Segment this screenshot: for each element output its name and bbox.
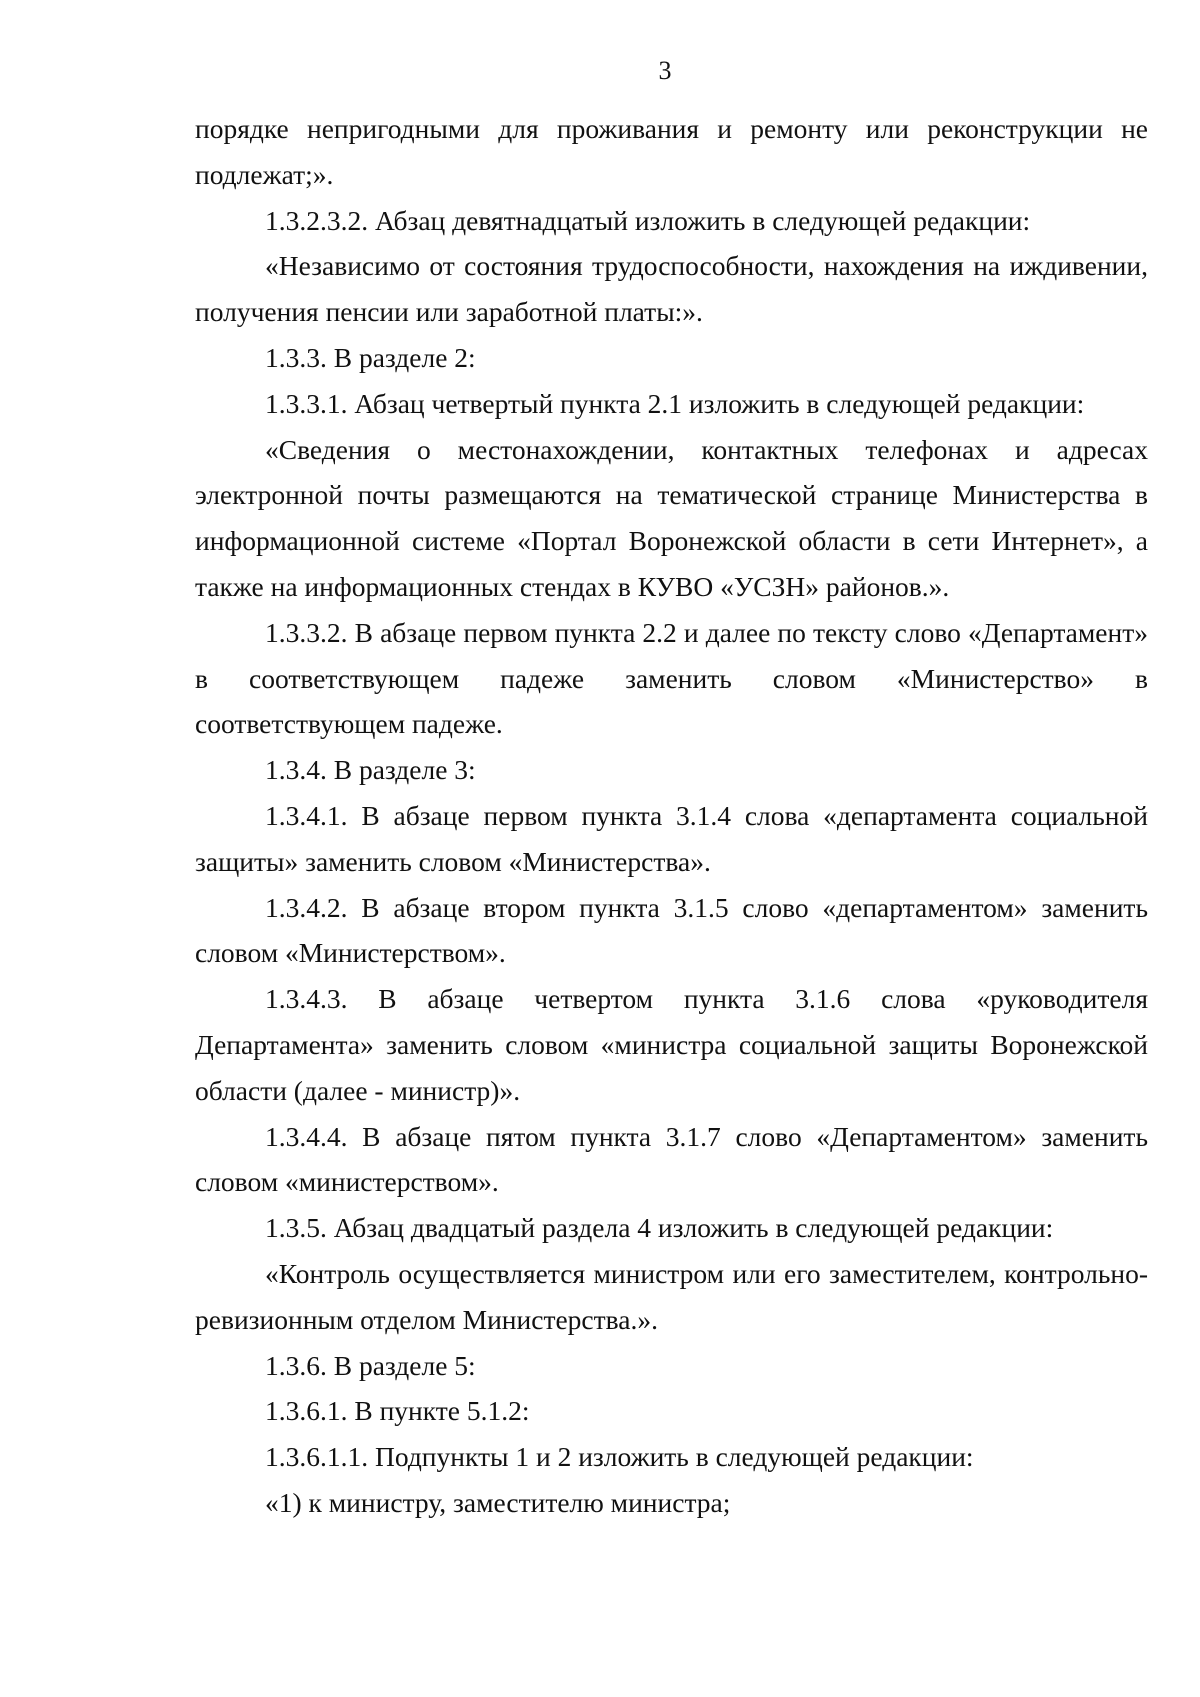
paragraph: 1.3.4.4. В абзаце пятом пункта 3.1.7 слово «Департаментом» заменить словом «министерством». [195, 1120, 1148, 1198]
document-body [195, 106, 1148, 1526]
paragraph: «Независимо от состояния трудоспособности, нахождения на иждивении, получения пенсии или заработной платы:». [195, 250, 1148, 328]
paragraph: 1.3.4. В разделе 3: [265, 754, 476, 786]
paragraph: 1.3.6. В разделе 5: [265, 1349, 476, 1381]
paragraph: порядке непригодными для проживания и ремонту или реконструкции не подлежат;». [195, 113, 1148, 190]
paragraph: 1.3.2.3.2. Абзац девятнадцатый изложить в следующей редакции: [265, 204, 1031, 236]
paragraph: 1.3.4.1. В абзаце первом пункта 3.1.4 слова «департамента социальной защиты» заменить словом «Министерства». [195, 799, 1148, 877]
paragraph: 1.3.3.1. Абзац четвертый пункта 2.1 изложить в следующей редакции: [265, 387, 1085, 419]
paragraph: 1.3.4.2. В абзаце втором пункта 3.1.5 слово «департаментом» заменить словом «Министерством». [195, 891, 1148, 969]
paragraph: 1.3.6.1. В пункте 5.1.2: [265, 1395, 530, 1427]
paragraph: 1.3.5. Абзац двадцатый раздела 4 изложить в следующей редакции: [265, 1212, 1054, 1244]
paragraph: 1.3.4.3. В абзаце четвертом пункта 3.1.6 слова «руководителя Департамента» заменить словом «министра социальной защиты Воронежской области (далее - министр)». [195, 983, 1148, 1106]
page-number: 3 [658, 56, 672, 85]
paragraph: 1.3.3.2. В абзаце первом пункта 2.2 и далее по тексту слово «Департамент» в соответствующем падеже заменить словом «Министерство» в соответствующем падеже. [195, 616, 1148, 740]
paragraph: 1.3.6.1.1. Подпункты 1 и 2 изложить в следующей редакции: [265, 1441, 974, 1473]
paragraph: «1) к министру, заместителю министра; [265, 1486, 731, 1518]
paragraph: «Контроль осуществляется министром или его заместителем, контрольно-ревизионным отделом Министерства.». [195, 1257, 1148, 1335]
paragraph: 1.3.3. В разделе 2: [265, 341, 476, 373]
paragraph: «Сведения о местонахождении, контактных телефонах и адресах электронной почты размещаются на тематической странице Министерства в информационной системе «Портал Воронежской области в сети Интернет», а также на информационных стендах в КУВО «УСЗН» районов.». [195, 433, 1148, 602]
